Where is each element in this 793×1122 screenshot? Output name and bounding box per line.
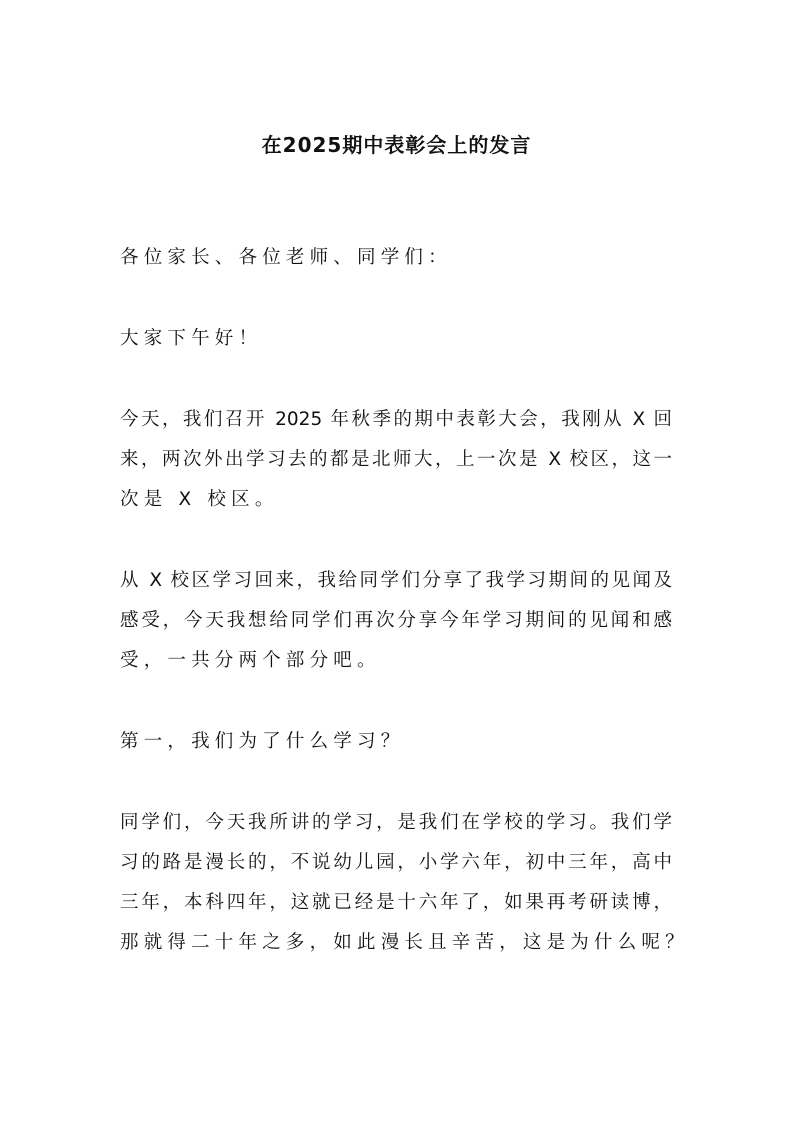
text-line: 感受，今天我想给同学们再次分享今年学习期间的见闻和感 <box>120 610 672 631</box>
text-line: 各位家长、各位老师、同学们： <box>120 247 452 268</box>
paragraph <box>120 803 689 963</box>
text-line: 第一，我们为了什么学习？ <box>120 731 405 752</box>
text-line: 今天，我们召开 2025 年秋季的期中表彰大会，我刚从 X 回 <box>120 409 672 430</box>
text-line: 那就得二十年之多，如此漫长且辛苦，这是为什么呢？ <box>120 932 689 953</box>
document-body <box>120 238 689 1004</box>
paragraph <box>120 400 672 520</box>
text-line: 次是 X 校区。 <box>120 489 279 510</box>
text-line: 从 X 校区学习回来，我给同学们分享了我学习期间的见闻及 <box>120 570 672 591</box>
text-line: 来，两次外出学习去的都是北师大，上一次是 X 校区，这一 <box>120 449 672 470</box>
text-line: 大家下午好！ <box>120 328 263 349</box>
paragraph <box>120 561 672 681</box>
text-line: 同学们，今天我所讲的学习，是我们在学校的学习。我们学 <box>120 812 672 833</box>
text-line: 习的路是漫长的，不说幼儿园，小学六年，初中三年，高中 <box>120 852 672 873</box>
text-line: 受，一共分两个部分吧。 <box>120 650 381 671</box>
text-line: 三年，本科四年，这就已经是十六年了，如果再考研读博， <box>120 892 672 913</box>
paragraph <box>120 722 672 762</box>
paragraph <box>120 238 672 278</box>
paragraph <box>120 319 672 359</box>
document-title: 在2025期中表彰会上的发言 <box>261 133 532 157</box>
